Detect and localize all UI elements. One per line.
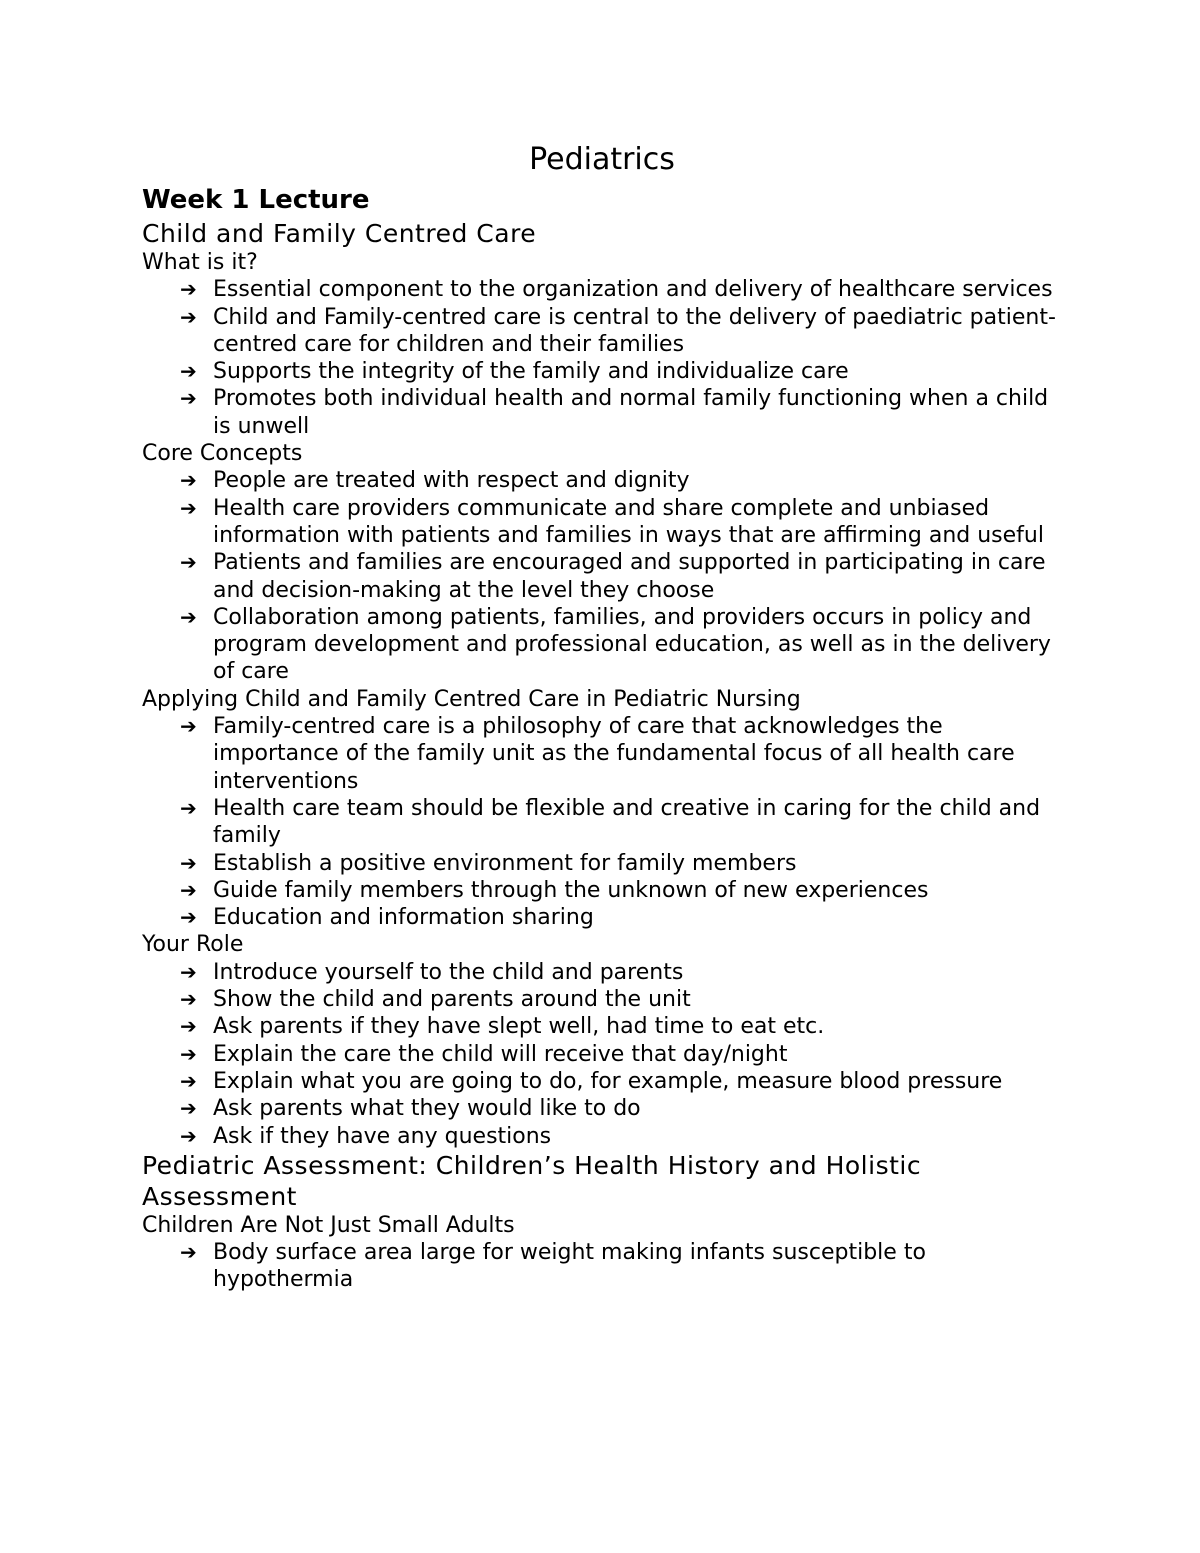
lecture-heading: Week 1 Lecture: [142, 185, 370, 215]
arrow-right-icon: ➔: [180, 1068, 197, 1093]
list-item: [142, 358, 1062, 385]
subsection-label: Children Are Not Just Small Adults: [142, 1212, 515, 1238]
list-item-text: Guide family members through the unknown of new experiences: [213, 877, 929, 903]
arrow-right-icon: ➔: [180, 495, 197, 520]
arrow-right-icon: ➔: [180, 1240, 197, 1265]
list-item-text: Ask parents what they would like to do: [213, 1096, 641, 1122]
arrow-right-icon: ➔: [180, 714, 197, 739]
arrow-right-icon: ➔: [180, 468, 197, 493]
list-item: [142, 304, 1062, 359]
bullet-list: [142, 467, 1062, 685]
subsection-label: What is it?: [142, 250, 258, 275]
list-item-text: Ask parents if they have slept well, had time to eat etc.: [213, 1014, 825, 1040]
list-item-text: Supports the integrity of the family and individualize care: [213, 359, 849, 385]
arrow-right-icon: ➔: [180, 386, 197, 411]
list-item-text: Show the child and parents around the unit: [213, 987, 691, 1013]
arrow-right-icon: ➔: [180, 795, 197, 820]
list-item-text: Family-centred care is a philosophy of care that acknowledges the importance of the family unit as the fundamental focus of all health care interventions: [213, 714, 1015, 794]
arrow-right-icon: ➔: [180, 1041, 197, 1066]
list-item-text: Establish a positive environment for family members: [213, 850, 797, 876]
section-family-centred-care: [142, 218, 1062, 1150]
list-item-text: Ask if they have any questions: [213, 1123, 552, 1149]
document-page: [142, 138, 1062, 1294]
arrow-right-icon: ➔: [180, 877, 197, 902]
arrow-right-icon: ➔: [180, 850, 197, 875]
list-item: [142, 795, 1062, 850]
list-item-text: Collaboration among patients, families, and providers occurs in policy and program development and professional education, as well as in the delivery of care: [213, 604, 1051, 685]
list-item: [142, 713, 1062, 795]
arrow-right-icon: ➔: [180, 1123, 197, 1148]
list-item: [142, 549, 1062, 604]
list-item-text: Explain the care the child will receive that day/night: [213, 1041, 788, 1067]
list-item: [142, 959, 1062, 986]
section-heading: Child and Family Centred Care: [142, 219, 537, 248]
list-item-text: Introduce yourself to the child and parents: [213, 959, 684, 985]
arrow-right-icon: ➔: [180, 277, 197, 302]
list-item-text: Health care providers communicate and share complete and unbiased information with patients and families in ways that are affirming and useful: [213, 495, 1044, 548]
section-pediatric-assessment: [142, 1150, 1062, 1294]
bullet-list: [142, 276, 1062, 440]
list-item-text: People are treated with respect and dignity: [213, 468, 690, 494]
list-item: [142, 1041, 1062, 1068]
bullet-list: [142, 959, 1062, 1150]
arrow-right-icon: ➔: [180, 550, 197, 575]
list-item: [142, 904, 1062, 931]
list-item: [142, 1123, 1062, 1150]
list-item: [142, 1239, 1062, 1294]
arrow-right-icon: ➔: [180, 359, 197, 384]
list-item-text: Body surface area large for weight making infants susceptible to hypothermia: [213, 1240, 926, 1293]
arrow-right-icon: ➔: [180, 1096, 197, 1121]
list-item-text: Health care team should be flexible and creative in caring for the child and family: [213, 795, 1041, 849]
list-item-text: Essential component to the organization and delivery of healthcare services: [213, 277, 1053, 303]
list-item-text: Promotes both individual health and normal family functioning when a child is unwell: [213, 386, 1049, 439]
list-item-text: Education and information sharing: [213, 905, 594, 931]
subsection-label: Applying Child and Family Centred Care in Pediatric Nursing: [142, 686, 801, 712]
arrow-right-icon: ➔: [180, 959, 197, 984]
list-item: [142, 467, 1062, 494]
section-heading: Pediatric Assessment: Children’s Health History and Holistic Assessment: [142, 1150, 922, 1211]
arrow-right-icon: ➔: [180, 905, 197, 930]
list-item: [142, 276, 1062, 303]
list-item-text: Patients and families are encouraged and supported in participating in care and decision-making at the level they choose: [213, 550, 1046, 603]
bullet-list: [142, 713, 1062, 931]
bullet-list: [142, 1239, 1062, 1294]
list-item: [142, 604, 1062, 686]
arrow-right-icon: ➔: [180, 304, 197, 329]
list-item: [142, 495, 1062, 550]
subsection-label: Core Concepts: [142, 441, 303, 467]
list-item: [142, 877, 1062, 904]
arrow-right-icon: ➔: [180, 604, 197, 629]
subsection-label: Your Role: [142, 932, 244, 958]
list-item: [142, 850, 1062, 877]
list-item: [142, 1068, 1062, 1095]
list-item: [142, 1013, 1062, 1040]
document-title: Pediatrics: [529, 142, 675, 177]
list-item: [142, 385, 1062, 440]
list-item: [142, 1095, 1062, 1122]
arrow-right-icon: ➔: [180, 987, 197, 1012]
list-item: [142, 986, 1062, 1013]
list-item-text: Explain what you are going to do, for example, measure blood pressure: [213, 1068, 1003, 1094]
arrow-right-icon: ➔: [180, 1014, 197, 1039]
list-item-text: Child and Family-centred care is central to the delivery of paediatric patient-centred care for children and their families: [213, 304, 1056, 357]
document-body: [142, 218, 1062, 1294]
